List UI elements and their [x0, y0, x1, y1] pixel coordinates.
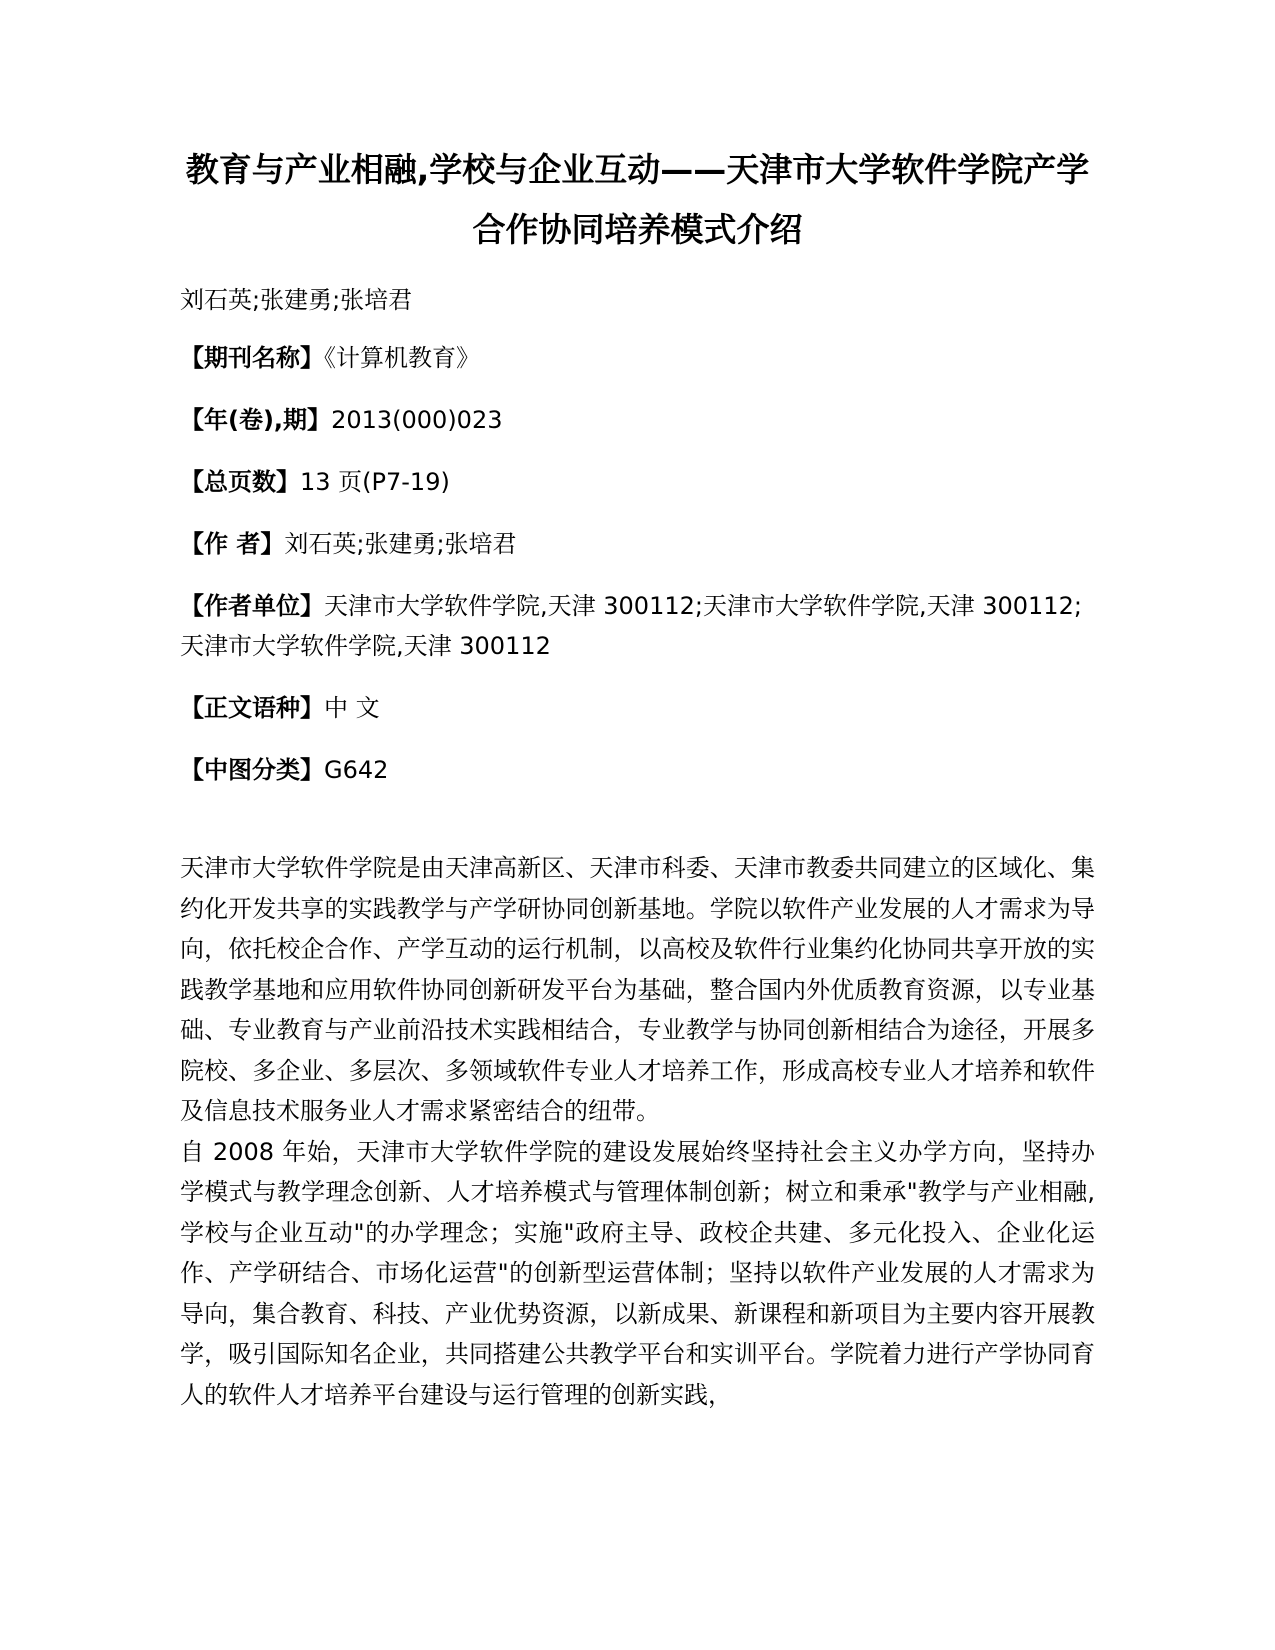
- meta-value: 天津市大学软件学院,天津 300112;天津市大学软件学院,天津 300112;天津市大学软件学院,天津 300112: [180, 592, 1082, 660]
- meta-label: 【作者单位】: [180, 592, 324, 620]
- body-paragraph: 天津市大学软件学院是由天津高新区、天津市科委、天津市教委共同建立的区域化、集约化开发共享的实践教学与产学研协同创新基地。学院以软件产业发展的人才需求为导向，依托校企合作、产学互动的运行机制，以高校及软件行业集约化协同共享开放的实践教学基地和应用软件协同创新研发平台为基础，整合国内外优质教育资源，以专业基础、专业教育与产业前沿技术实践相结合，专业教学与协同创新相结合为途径，开展多院校、多企业、多层次、多领域软件专业人才培养工作，形成高校专业人才培养和软件及信息技术服务业人才需求紧密结合的纽带。: [180, 854, 1095, 1125]
- section-spacer: [180, 790, 1095, 848]
- meta-label: 【总页数】: [180, 468, 300, 496]
- meta-label: 【作 者】: [180, 530, 285, 558]
- meta-label: 【期刊名称】: [180, 344, 324, 372]
- meta-affiliation: [180, 586, 1095, 666]
- meta-total-pages: [180, 462, 1095, 502]
- author-list: 刘石英;张建勇;张培君: [180, 286, 413, 314]
- meta-label: 【年(卷),期】: [180, 406, 332, 434]
- meta-language: [180, 688, 1095, 728]
- meta-year-volume-issue: [180, 400, 1095, 440]
- meta-value: 《计算机教育》: [324, 344, 480, 372]
- meta-classification: [180, 750, 1095, 790]
- metadata-section: [180, 338, 1095, 790]
- meta-authors: [180, 524, 1095, 564]
- body-paragraph: 自 2008 年始，天津市大学软件学院的建设发展始终坚持社会主义办学方向，坚持办学模式与教学理念创新、人才培养模式与管理体制创新；树立和秉承"教学与产业相融,学校与企业互动"的办学理念；实施"政府主导、政校企共建、多元化投入、企业化运作、产学研结合、市场化运营"的创新型运营体制；坚持以软件产业发展的人才需求为导向，集合教育、科技、产业优势资源，以新成果、新课程和新项目为主要内容开展教学，吸引国际知名企业，共同搭建公共教学平台和实训平台。学院着力进行产学协同育人的软件人才培养平台建设与运行管理的创新实践，: [180, 1137, 1095, 1409]
- meta-value: 刘石英;张建勇;张培君: [284, 530, 517, 558]
- body-text: [180, 848, 1095, 1415]
- meta-label: 【中图分类】: [180, 756, 324, 784]
- meta-label: 【正文语种】: [180, 694, 324, 722]
- meta-value: G642: [324, 756, 389, 784]
- meta-value: 2013(000)023: [331, 406, 503, 434]
- document-title: 教育与产业相融,学校与企业互动——天津市大学软件学院产学合作协同培养模式介绍: [185, 150, 1090, 249]
- meta-value: 13 页(P7-19): [300, 468, 450, 496]
- meta-value: 中 文: [324, 694, 380, 722]
- meta-journal-name: [180, 338, 1095, 378]
